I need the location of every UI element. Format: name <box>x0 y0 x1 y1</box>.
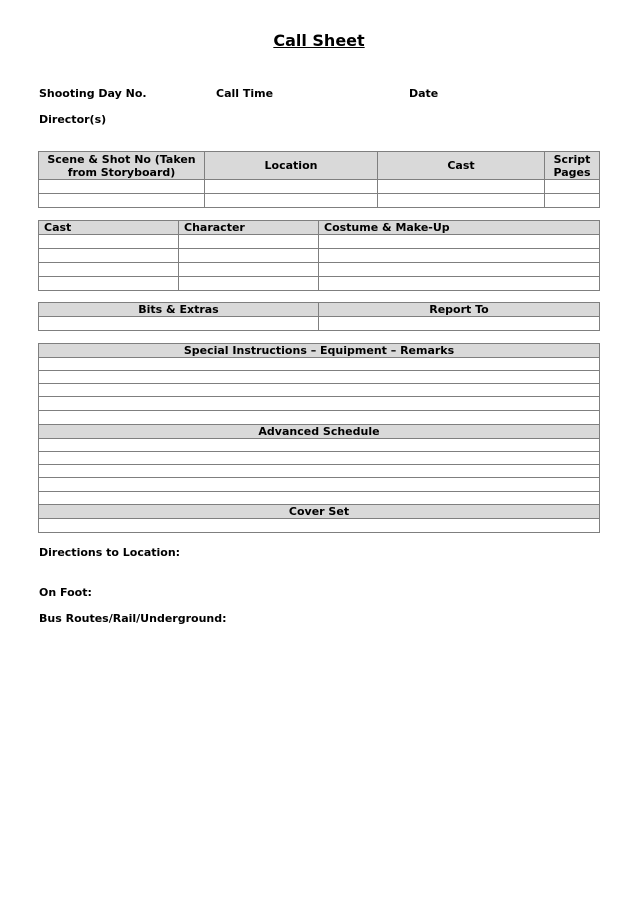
table-cell[interactable] <box>39 263 179 277</box>
instructions-table <box>38 343 600 533</box>
table-cell[interactable] <box>39 371 600 384</box>
table-cell[interactable] <box>378 180 545 194</box>
table-cell[interactable] <box>39 235 179 249</box>
table-cell[interactable] <box>39 194 205 208</box>
cast-table <box>38 220 600 291</box>
table-cell[interactable] <box>319 263 600 277</box>
table-cell[interactable] <box>179 263 319 277</box>
cover-set-header: Cover Set <box>39 505 600 519</box>
table-cell[interactable] <box>319 249 600 263</box>
page-title: Call Sheet <box>273 31 365 50</box>
call-time-label: Call Time <box>216 87 274 100</box>
script-pages-header: Script Pages <box>545 152 600 180</box>
table-cell[interactable] <box>545 180 600 194</box>
directions-label: Directions to Location: <box>39 546 181 559</box>
table-cell[interactable] <box>39 397 600 411</box>
cast-col-header: Cast <box>39 221 179 235</box>
table-cell[interactable] <box>545 194 600 208</box>
table-cell[interactable] <box>319 277 600 291</box>
table-cell[interactable] <box>39 384 600 397</box>
table-cell[interactable] <box>39 492 600 505</box>
location-header: Location <box>205 152 378 180</box>
bus-routes-label: Bus Routes/Rail/Underground: <box>39 612 227 625</box>
table-cell[interactable] <box>39 411 600 425</box>
table-cell[interactable] <box>39 439 600 452</box>
table-cell[interactable] <box>319 317 600 331</box>
table-cell[interactable] <box>39 277 179 291</box>
table-cell[interactable] <box>319 235 600 249</box>
table-cell[interactable] <box>39 358 600 371</box>
table-cell[interactable] <box>179 235 319 249</box>
scene-shot-header: Scene & Shot No (Taken from Storyboard) <box>39 152 205 180</box>
directors-label: Director(s) <box>39 113 107 126</box>
table-cell[interactable] <box>39 465 600 478</box>
costume-col-header: Costume & Make-Up <box>319 221 600 235</box>
scene-table <box>38 151 600 208</box>
cast-header: Cast <box>378 152 545 180</box>
table-cell[interactable] <box>179 277 319 291</box>
table-cell[interactable] <box>39 519 600 533</box>
special-instructions-header: Special Instructions – Equipment – Remarks <box>39 344 600 358</box>
table-cell[interactable] <box>205 194 378 208</box>
character-col-header: Character <box>179 221 319 235</box>
bits-extras-header: Bits & Extras <box>39 303 319 317</box>
bits-extras-table <box>38 302 600 331</box>
advanced-schedule-header: Advanced Schedule <box>39 425 600 439</box>
shooting-day-label: Shooting Day No. <box>39 87 147 100</box>
table-cell[interactable] <box>205 180 378 194</box>
table-cell[interactable] <box>39 249 179 263</box>
on-foot-label: On Foot: <box>39 586 92 599</box>
table-cell[interactable] <box>39 317 319 331</box>
date-label: Date <box>409 87 439 100</box>
table-cell[interactable] <box>378 194 545 208</box>
table-cell[interactable] <box>179 249 319 263</box>
report-to-header: Report To <box>319 303 600 317</box>
table-cell[interactable] <box>39 452 600 465</box>
table-cell[interactable] <box>39 180 205 194</box>
table-cell[interactable] <box>39 478 600 492</box>
